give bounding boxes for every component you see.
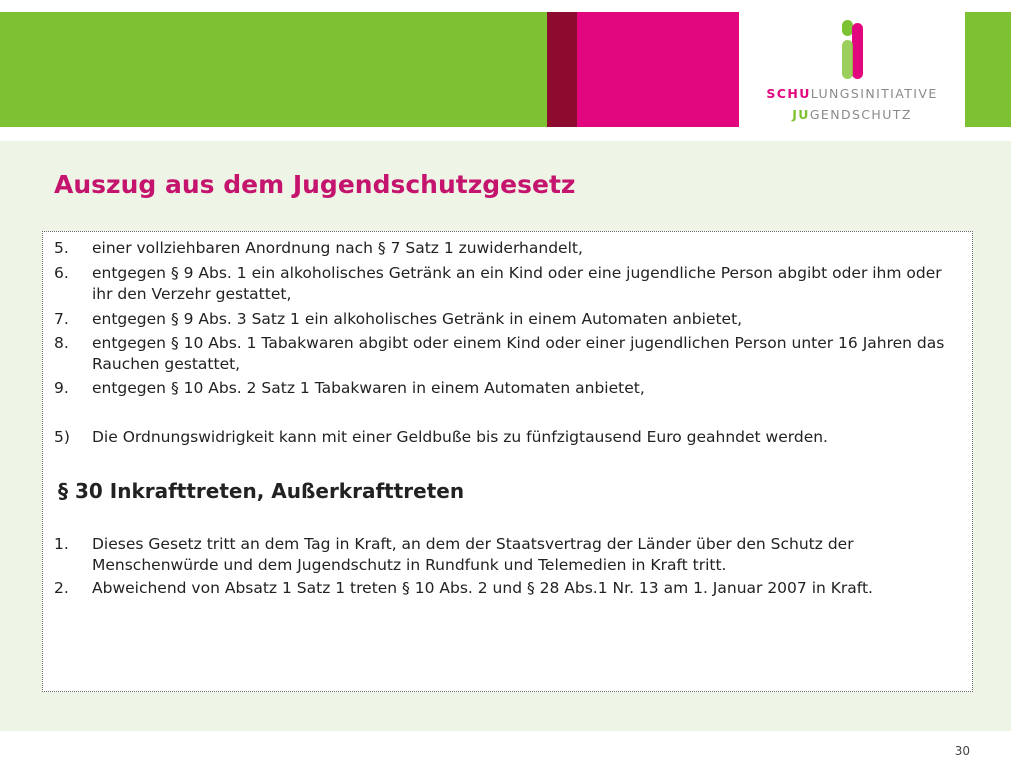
logo-text-line-2 [739, 107, 965, 122]
slide-title: Auszug aus dem Jugendschutzgesetz [54, 170, 576, 199]
list-item-text: einer vollziehbaren Anordnung nach § 7 Satz 1 zuwiderhandelt, [92, 239, 583, 257]
list-item-number: 1. [54, 535, 69, 553]
list-item [54, 263, 966, 305]
list-item-number: 7. [54, 310, 69, 328]
section-list-item [54, 578, 966, 599]
section-heading: § 30 Inkrafttreten, Außerkrafttreten [58, 479, 465, 503]
header-bar-green-right [965, 12, 1011, 127]
list-item [54, 378, 966, 399]
logo-schulungsinitiative-jugendschutz [739, 12, 965, 127]
logo-rest-lungsinitiative: LUNGSINITIATIVE [810, 86, 938, 101]
logo-text-line-1 [739, 86, 965, 101]
logo-highlight-ju: JU [792, 107, 810, 122]
logo-rest-gendschutz: GENDSCHUTZ [809, 107, 912, 122]
header-bar-green-left [0, 12, 547, 127]
list-item-number: 9. [54, 379, 69, 397]
paragraph-text: Die Ordnungswidrigkeit kann mit einer Geldbuße bis zu fünfzigtausend Euro geahndet werden. [92, 428, 828, 446]
header-bar-dark-red [547, 12, 577, 127]
list-item-text: Dieses Gesetz tritt an dem Tag in Kraft, an dem der Staatsvertrag der Länder über den Schutz der Menschenwürde und dem Jugendschutz in Rundfunk und Telemedien in Kraft tritt. [92, 535, 854, 574]
logo-mark-icon [842, 20, 864, 80]
page-number: 30 [954, 744, 970, 758]
list-item [54, 333, 966, 375]
list-item-text: entgegen § 9 Abs. 3 Satz 1 ein alkoholisches Getränk in einem Automaten anbietet, [92, 310, 743, 328]
list-item-number: 6. [54, 264, 69, 282]
list-item [54, 238, 966, 259]
header-bar-magenta [577, 12, 739, 127]
text-box [42, 231, 973, 692]
list-item [54, 309, 966, 330]
list-item-text: Abweichend von Absatz 1 Satz 1 treten § 10 Abs. 2 und § 28 Abs.1 Nr. 13 am 1. Januar 2007 in Kraft. [92, 579, 873, 597]
list-item-text: entgegen § 10 Abs. 2 Satz 1 Tabakwaren in einem Automaten anbietet, [92, 379, 645, 397]
list-item-number: 5. [54, 239, 69, 257]
paragraph-item [54, 427, 966, 448]
section-list-item [54, 534, 966, 576]
list-item-number: 8. [54, 334, 69, 352]
list-item-text: entgegen § 10 Abs. 1 Tabakwaren abgibt oder einem Kind oder einer jugendlichen Person unter 16 Jahren das Rauchen gestattet, [92, 334, 945, 373]
paragraph-number: 5) [54, 428, 70, 446]
list-item-number: 2. [54, 579, 69, 597]
logo-highlight-schu: SCHU [766, 86, 811, 101]
list-item-text: entgegen § 9 Abs. 1 ein alkoholisches Getränk an ein Kind oder eine jugendliche Person abgibt oder ihm oder ihr den Verzehr gestattet, [92, 264, 942, 303]
